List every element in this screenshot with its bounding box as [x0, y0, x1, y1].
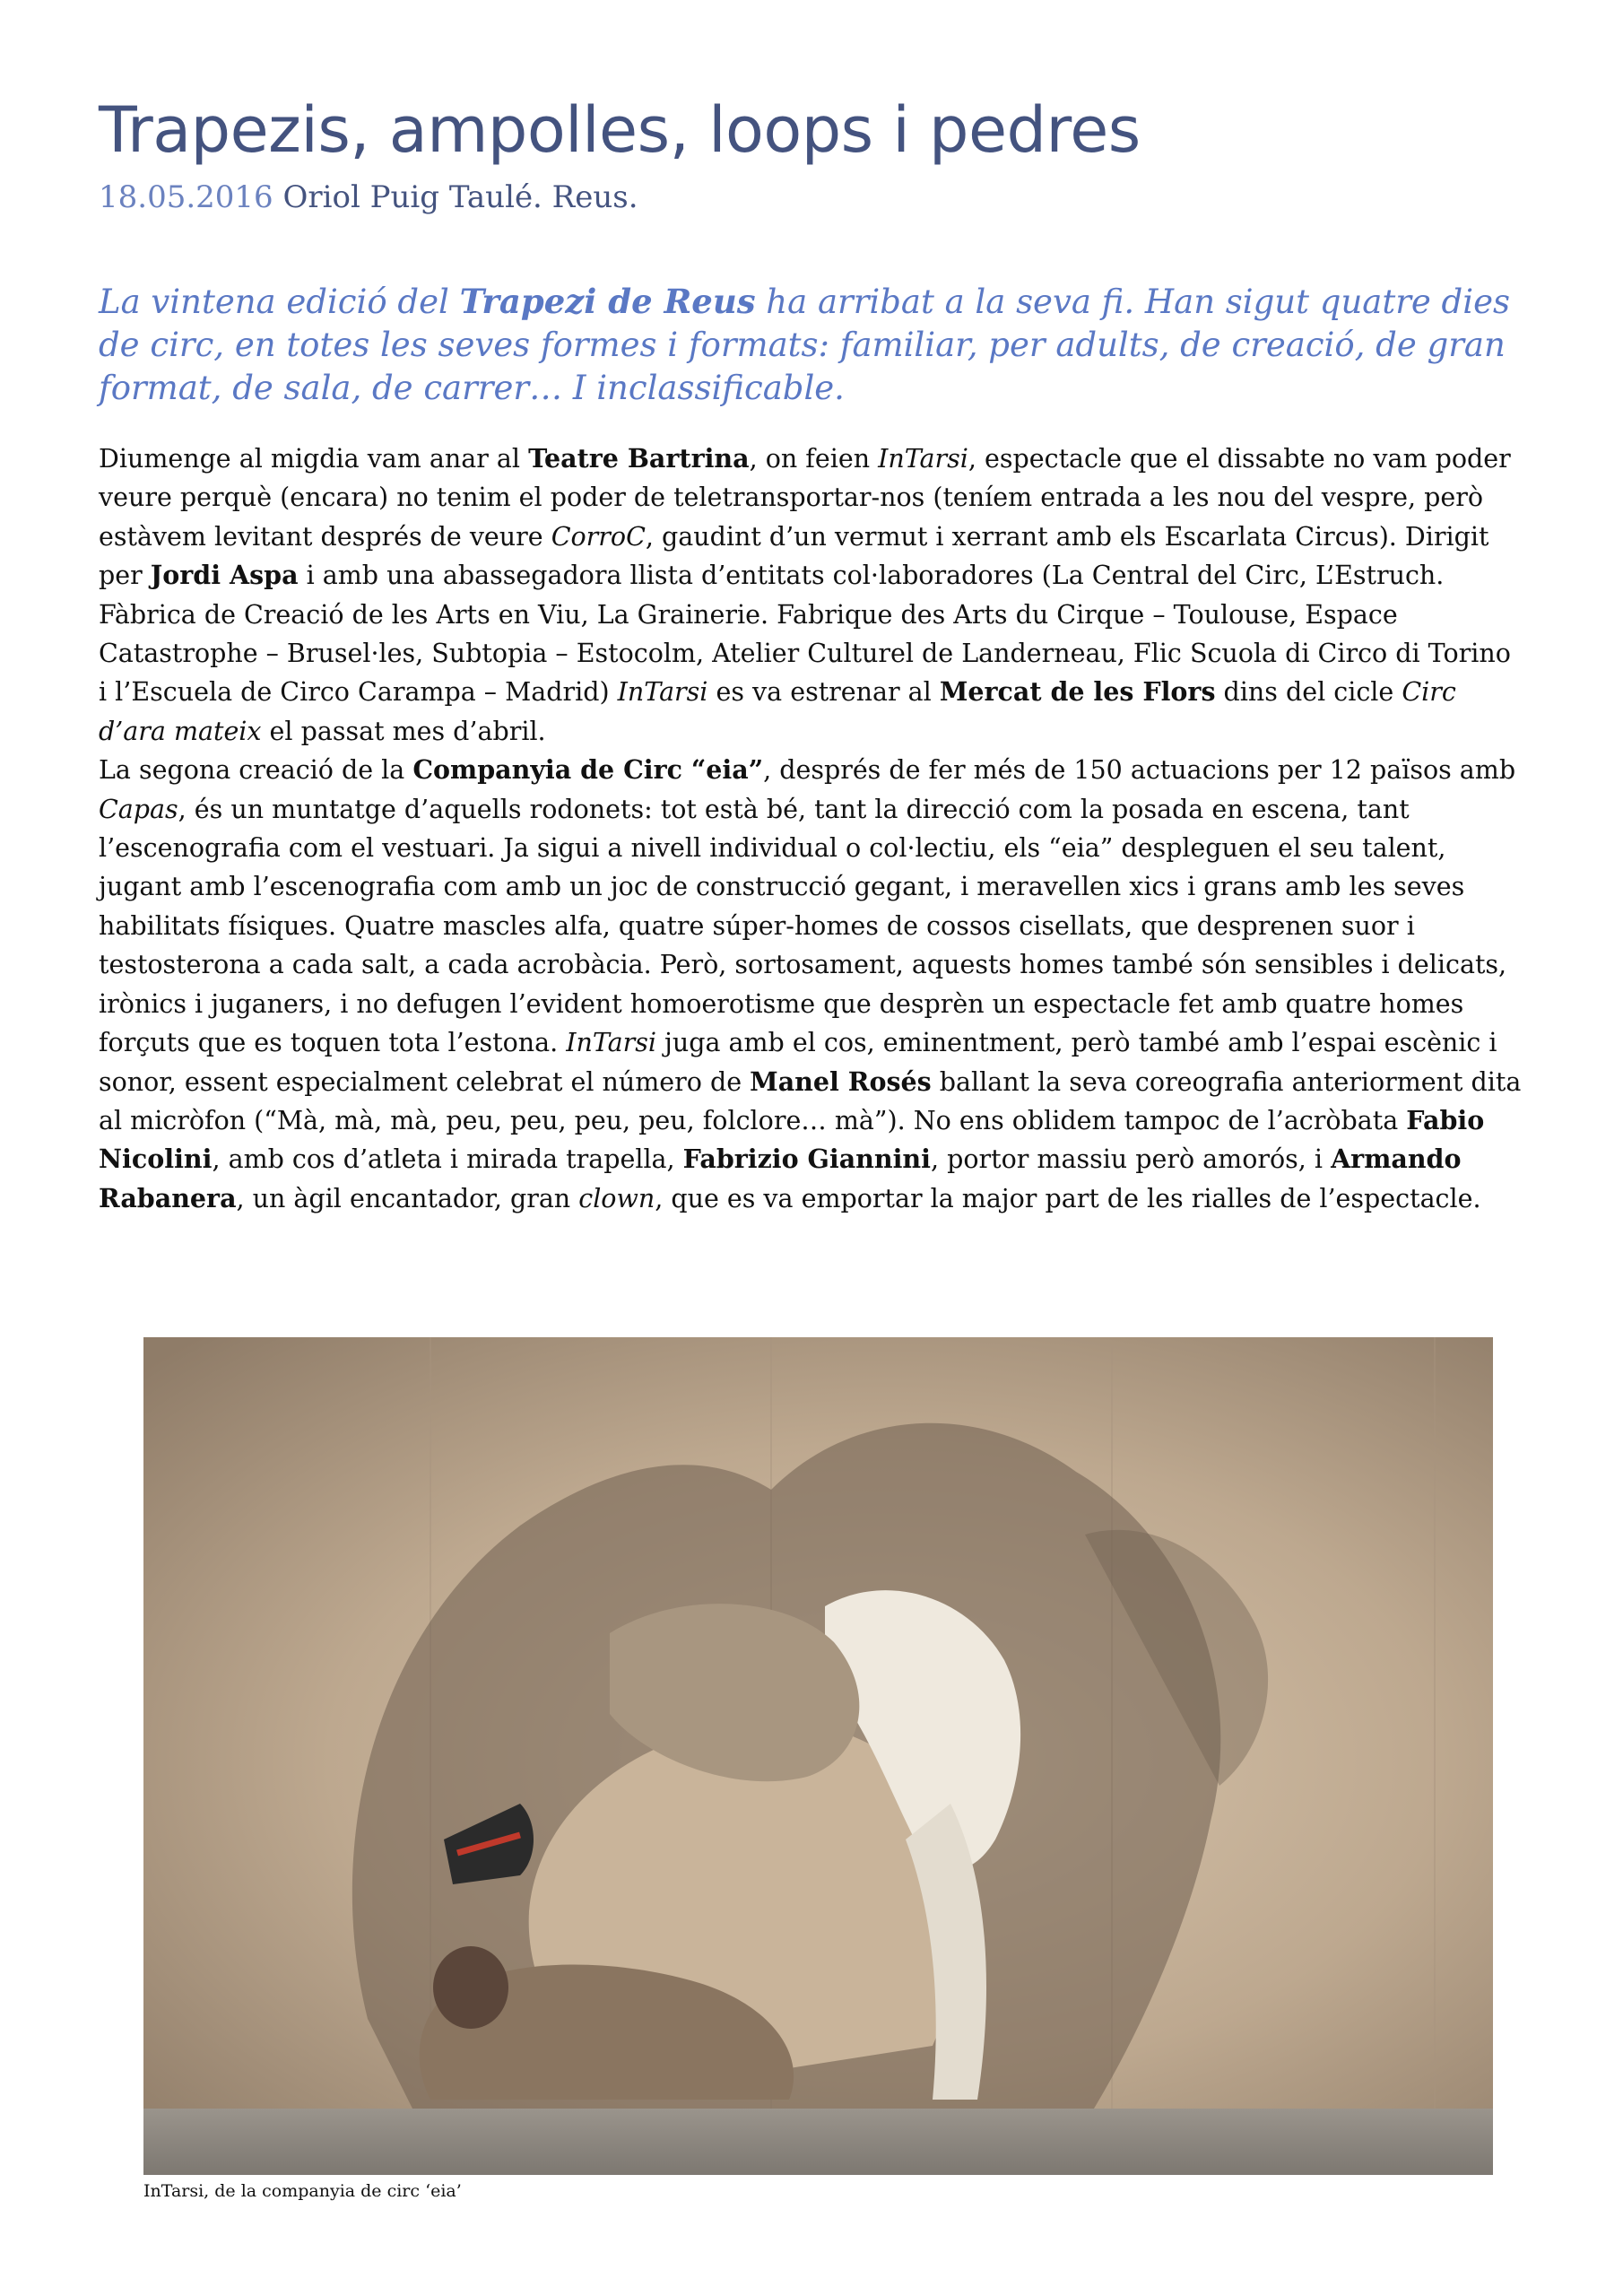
- lead-text-2: ha arribat a la seva fi. Han sigut quatre dies de circ, en totes les seves formes i formats: familiar, per adults, de creació, de gran format, de sala, de carrer… I inclassificable.: [99, 283, 1510, 407]
- cycle-title: Circ d’ara mateix: [99, 677, 1456, 746]
- show-title: InTarsi: [566, 1028, 656, 1058]
- text-run: , portor massiu però amorós, i: [930, 1144, 1332, 1175]
- photo-illustration: [143, 1337, 1493, 2175]
- text-run: , on feien: [749, 444, 879, 474]
- article-body: [99, 439, 1524, 1218]
- body-paragraph-2: [99, 751, 1524, 1218]
- text-run: Diumenge al migdia vam anar al: [99, 444, 529, 474]
- text-run: el passat mes d’abril.: [261, 716, 546, 746]
- floor: [143, 2109, 1493, 2175]
- text-run: , que es va emportar la major part de les rialles de l’espectacle.: [655, 1183, 1481, 1213]
- text-run: dins del cicle: [1215, 677, 1402, 708]
- text-run: i amb una abassegadora llista d’entitats col·laboradores (La Central del Circ, L’Estruch. Fàbrica de Creació de les Arts en Viu, La Grainerie. Fabrique des Arts du Cirque – Toulouse, Espace Catastrophe – Brusel·les, Subtopia – Estocolm, Atelier Culturel de Landerneau, Flic Scuola di Circo di Torino i l’Escuela de Circo Carampa – Madrid): [99, 561, 1511, 708]
- director-name: Jordi Aspa: [150, 560, 299, 591]
- venue-name: Teatre Bartrina: [528, 443, 750, 474]
- text-run: ballant la seva coreografia anteriorment dita al micròfon (“Mà, mà, mà, peu, peu, peu, peu, folclore… mà”). No ens oblidem tampoc de l’acròbata: [99, 1066, 1522, 1135]
- text-run: , amb cos d’atleta i mirada trapella,: [212, 1144, 683, 1175]
- lead-text-1: La vintena edició del: [99, 283, 460, 321]
- text-run: , després de fer més de 150 actuacions per 12 països amb: [763, 755, 1516, 786]
- article-photo: [143, 1337, 1493, 2175]
- company-name: Companyia de Circ “eia”: [412, 754, 764, 786]
- show-title: InTarsi: [878, 444, 968, 474]
- body-paragraph-1: [99, 439, 1524, 751]
- text-run: , espectacle que el dissabte no vam poder veure perquè (encara) no tenim el poder de teletransportar-nos (teníem entrada a les nou del vespre, però estàvem levitant després de veure: [99, 444, 1511, 552]
- text-run: juga amb el cos, eminentment, però també amb l’espai escènic i sonor, essent especialment celebrat el número de: [99, 1028, 1497, 1097]
- show-title: CorroC: [551, 521, 646, 552]
- performer-name: Fabrizio Giannini: [682, 1144, 931, 1175]
- photo-caption: InTarsi, de la companyia de circ ‘eia’: [143, 2181, 462, 2201]
- venue-name: Mercat de les Flors: [939, 676, 1216, 708]
- show-title: Capas: [99, 794, 178, 824]
- acrobat-head: [433, 1946, 508, 2029]
- article-author-place: Oriol Puig Taulé. Reus.: [282, 179, 638, 215]
- article-title: Trapezis, ampolles, loops i pedres: [99, 93, 1141, 167]
- lead-festival-name: Trapezi de Reus: [459, 282, 756, 321]
- performer-name: Manel Rosés: [750, 1065, 932, 1097]
- article-date: 18.05.2016: [99, 179, 273, 215]
- article-lead: [99, 280, 1533, 410]
- text-run: es va estrenar al: [707, 677, 940, 708]
- performer-name: Armando Rabanera: [99, 1144, 1462, 1213]
- article-byline: [99, 179, 638, 216]
- text-run: , és un muntatge d’aquells rodonets: tot està bé, tant la direcció com la posada en escena, tant l’escenografia com el vestuari. Ja sigui a nivell individual o col·lectiu, els “eia” despleguen el seu talent, jugant amb l’escenografia com amb un joc de construcció gegant, i meravellen xics i grans amb les seves habilitats físiques. Quatre mascles alfa, quatre súper-homes de cossos cisellats, que desprenen suor i testosterona a cada salt, a cada acrobàcia. Però, sortosament, aquests homes també són sensibles i delicats, irònics i juganers, i no defugen l’evident homoerotisme que desprèn un espectacle fet amb quatre homes forçuts que es toquen tota l’estona.: [99, 794, 1507, 1058]
- performer-name: Fabio Nicolini: [99, 1104, 1485, 1175]
- text-run: , gaudint d’un vermut i xerrant amb els Escarlata Circus). Dirigit per: [99, 521, 1489, 591]
- emphasis-word: clown: [578, 1183, 655, 1213]
- show-title: InTarsi: [617, 677, 708, 708]
- text-run: , un àgil encantador, gran: [236, 1183, 579, 1213]
- text-run: La segona creació de la: [99, 755, 413, 786]
